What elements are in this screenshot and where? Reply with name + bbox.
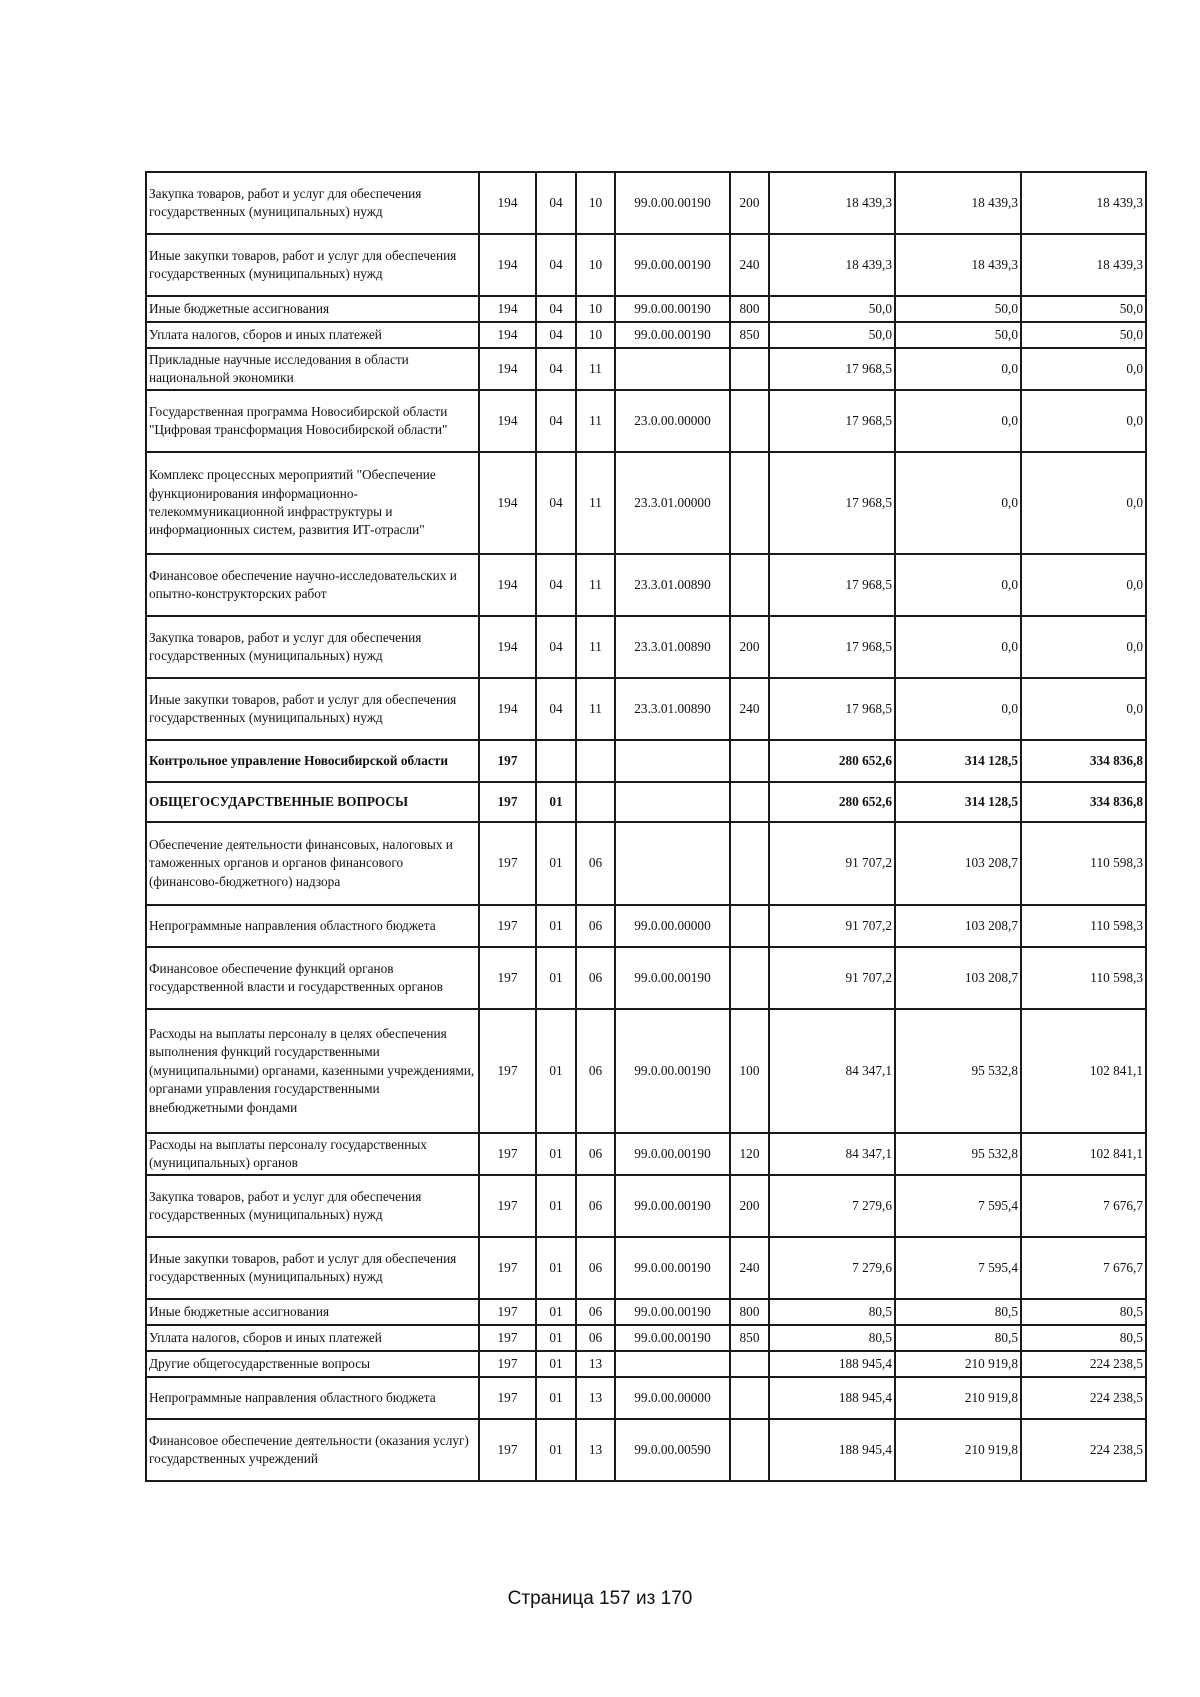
expense-type-cell: 120	[730, 1133, 769, 1175]
target-article-cell	[615, 740, 730, 782]
section-code-cell: 01	[536, 1377, 576, 1419]
subsection-code-cell: 11	[576, 616, 615, 678]
amount-year3-cell: 102 841,1	[1021, 1133, 1146, 1175]
grbs-code-cell: 194	[479, 296, 536, 322]
amount-year2-cell: 80,5	[895, 1299, 1021, 1325]
grbs-code-cell: 197	[479, 1299, 536, 1325]
grbs-code-cell: 194	[479, 172, 536, 234]
expense-type-cell: 200	[730, 1175, 769, 1237]
table-row	[146, 322, 1146, 348]
grbs-code-cell: 197	[479, 1237, 536, 1299]
amount-year3-cell: 80,5	[1021, 1325, 1146, 1351]
target-article-cell: 99.0.00.00190	[615, 1237, 730, 1299]
expenditure-name-cell: Уплата налогов, сборов и иных платежей	[146, 322, 479, 348]
table-row	[146, 554, 1146, 616]
amount-year3-cell: 334 836,8	[1021, 740, 1146, 782]
expenditure-name-cell: Закупка товаров, работ и услуг для обеспечения государственных (муниципальных) нужд	[146, 172, 479, 234]
amount-year2-cell: 7 595,4	[895, 1175, 1021, 1237]
target-article-cell: 99.0.00.00190	[615, 234, 730, 296]
amount-year2-cell: 210 919,8	[895, 1419, 1021, 1481]
subsection-code-cell: 06	[576, 1325, 615, 1351]
amount-year2-cell: 0,0	[895, 452, 1021, 554]
expenditure-name-cell: Иные бюджетные ассигнования	[146, 296, 479, 322]
target-article-cell	[615, 782, 730, 822]
amount-year3-cell: 18 439,3	[1021, 172, 1146, 234]
expenditure-name-cell: Контрольное управление Новосибирской области	[146, 740, 479, 782]
target-article-cell: 99.0.00.00000	[615, 905, 730, 947]
subsection-code-cell: 06	[576, 1237, 615, 1299]
target-article-cell: 23.3.01.00000	[615, 452, 730, 554]
table-row	[146, 1419, 1146, 1481]
amount-year3-cell: 0,0	[1021, 390, 1146, 452]
budget-table	[145, 171, 1147, 1482]
expenditure-name-cell: Расходы на выплаты персоналу в целях обеспечения выполнения функций государственными (муниципальными) органами, казенными учреждениями, органами управления государственными внебюджетными фондами	[146, 1009, 479, 1133]
section-code-cell: 01	[536, 1325, 576, 1351]
grbs-code-cell: 197	[479, 1377, 536, 1419]
page-number-footer: Страница 157 из 170	[507, 1588, 693, 1609]
section-code-cell: 04	[536, 678, 576, 740]
expenditure-name-cell: Иные закупки товаров, работ и услуг для обеспечения государственных (муниципальных) нужд	[146, 1237, 479, 1299]
expenditure-name-cell: Финансовое обеспечение деятельности (оказания услуг) государственных учреждений	[146, 1419, 479, 1481]
section-code-cell: 01	[536, 1133, 576, 1175]
amount-year3-cell: 334 836,8	[1021, 782, 1146, 822]
amount-year2-cell: 18 439,3	[895, 234, 1021, 296]
amount-year1-cell: 188 945,4	[769, 1351, 895, 1377]
amount-year1-cell: 18 439,3	[769, 234, 895, 296]
subsection-code-cell: 06	[576, 822, 615, 905]
expense-type-cell: 240	[730, 1237, 769, 1299]
section-code-cell: 04	[536, 348, 576, 390]
expenditure-name-cell: ОБЩЕГОСУДАРСТВЕННЫЕ ВОПРОСЫ	[146, 782, 479, 822]
expense-type-cell	[730, 452, 769, 554]
target-article-cell: 23.3.01.00890	[615, 616, 730, 678]
amount-year2-cell: 314 128,5	[895, 782, 1021, 822]
section-code-cell: 01	[536, 1009, 576, 1133]
amount-year3-cell: 224 238,5	[1021, 1351, 1146, 1377]
subsection-code-cell: 06	[576, 905, 615, 947]
table-row	[146, 390, 1146, 452]
subsection-code-cell: 10	[576, 172, 615, 234]
target-article-cell	[615, 348, 730, 390]
subsection-code-cell: 10	[576, 296, 615, 322]
amount-year2-cell: 50,0	[895, 322, 1021, 348]
target-article-cell: 23.3.01.00890	[615, 554, 730, 616]
section-code-cell: 01	[536, 782, 576, 822]
table-row	[146, 740, 1146, 782]
expenditure-name-cell: Финансовое обеспечение функций органов государственной власти и государственных органов	[146, 947, 479, 1009]
expense-type-cell: 800	[730, 296, 769, 322]
amount-year3-cell: 7 676,7	[1021, 1237, 1146, 1299]
grbs-code-cell: 197	[479, 822, 536, 905]
amount-year2-cell: 7 595,4	[895, 1237, 1021, 1299]
grbs-code-cell: 194	[479, 348, 536, 390]
amount-year1-cell: 80,5	[769, 1299, 895, 1325]
subsection-code-cell: 11	[576, 390, 615, 452]
expense-type-cell	[730, 947, 769, 1009]
table-row	[146, 452, 1146, 554]
table-row	[146, 1299, 1146, 1325]
expenditure-name-cell: Расходы на выплаты персоналу государственных (муниципальных) органов	[146, 1133, 479, 1175]
expense-type-cell	[730, 1351, 769, 1377]
expenditure-name-cell: Государственная программа Новосибирской области "Цифровая трансформация Новосибирской области"	[146, 390, 479, 452]
grbs-code-cell: 197	[479, 1351, 536, 1377]
amount-year3-cell: 18 439,3	[1021, 234, 1146, 296]
target-article-cell: 99.0.00.00590	[615, 1419, 730, 1481]
amount-year1-cell: 18 439,3	[769, 172, 895, 234]
section-code-cell: 04	[536, 554, 576, 616]
amount-year1-cell: 84 347,1	[769, 1009, 895, 1133]
section-code-cell: 01	[536, 1237, 576, 1299]
table-row	[146, 172, 1146, 234]
subsection-code-cell: 11	[576, 452, 615, 554]
table-row	[146, 1351, 1146, 1377]
expense-type-cell	[730, 822, 769, 905]
amount-year3-cell: 0,0	[1021, 678, 1146, 740]
amount-year2-cell: 50,0	[895, 296, 1021, 322]
grbs-code-cell: 197	[479, 1009, 536, 1133]
subsection-code-cell: 10	[576, 322, 615, 348]
amount-year2-cell: 314 128,5	[895, 740, 1021, 782]
target-article-cell: 99.0.00.00190	[615, 172, 730, 234]
amount-year3-cell: 80,5	[1021, 1299, 1146, 1325]
subsection-code-cell: 06	[576, 947, 615, 1009]
section-code-cell: 04	[536, 296, 576, 322]
section-code-cell: 04	[536, 616, 576, 678]
target-article-cell: 99.0.00.00000	[615, 1377, 730, 1419]
section-code-cell	[536, 740, 576, 782]
amount-year1-cell: 50,0	[769, 322, 895, 348]
target-article-cell	[615, 1351, 730, 1377]
expense-type-cell	[730, 390, 769, 452]
expense-type-cell	[730, 782, 769, 822]
section-code-cell: 01	[536, 1175, 576, 1237]
amount-year3-cell: 0,0	[1021, 348, 1146, 390]
amount-year1-cell: 17 968,5	[769, 390, 895, 452]
amount-year2-cell: 0,0	[895, 616, 1021, 678]
section-code-cell: 01	[536, 1419, 576, 1481]
expenditure-name-cell: Непрограммные направления областного бюджета	[146, 1377, 479, 1419]
table-row	[146, 1237, 1146, 1299]
expenditure-name-cell: Другие общегосударственные вопросы	[146, 1351, 479, 1377]
target-article-cell: 23.0.00.00000	[615, 390, 730, 452]
expenditure-name-cell: Уплата налогов, сборов и иных платежей	[146, 1325, 479, 1351]
subsection-code-cell: 10	[576, 234, 615, 296]
amount-year3-cell: 50,0	[1021, 296, 1146, 322]
section-code-cell: 04	[536, 452, 576, 554]
section-code-cell: 01	[536, 947, 576, 1009]
expenditure-name-cell: Прикладные научные исследования в области национальной экономики	[146, 348, 479, 390]
amount-year2-cell: 0,0	[895, 390, 1021, 452]
section-code-cell: 04	[536, 234, 576, 296]
amount-year1-cell: 7 279,6	[769, 1175, 895, 1237]
expenditure-name-cell: Финансовое обеспечение научно-исследовательских и опытно-конструкторских работ	[146, 554, 479, 616]
subsection-code-cell: 06	[576, 1175, 615, 1237]
target-article-cell: 99.0.00.00190	[615, 322, 730, 348]
amount-year3-cell: 0,0	[1021, 452, 1146, 554]
expense-type-cell: 200	[730, 172, 769, 234]
table-row	[146, 822, 1146, 905]
budget-table-body	[146, 172, 1146, 1481]
amount-year3-cell: 0,0	[1021, 554, 1146, 616]
expense-type-cell: 240	[730, 678, 769, 740]
amount-year1-cell: 84 347,1	[769, 1133, 895, 1175]
table-row	[146, 782, 1146, 822]
amount-year2-cell: 103 208,7	[895, 947, 1021, 1009]
amount-year3-cell: 7 676,7	[1021, 1175, 1146, 1237]
amount-year2-cell: 210 919,8	[895, 1351, 1021, 1377]
amount-year1-cell: 188 945,4	[769, 1419, 895, 1481]
subsection-code-cell: 11	[576, 678, 615, 740]
subsection-code-cell	[576, 740, 615, 782]
grbs-code-cell: 194	[479, 322, 536, 348]
expense-type-cell: 800	[730, 1299, 769, 1325]
grbs-code-cell: 197	[479, 1133, 536, 1175]
expense-type-cell: 850	[730, 322, 769, 348]
target-article-cell: 23.3.01.00890	[615, 678, 730, 740]
amount-year2-cell: 103 208,7	[895, 822, 1021, 905]
table-row	[146, 234, 1146, 296]
amount-year3-cell: 110 598,3	[1021, 822, 1146, 905]
table-row	[146, 1175, 1146, 1237]
amount-year1-cell: 17 968,5	[769, 452, 895, 554]
table-row	[146, 348, 1146, 390]
expense-type-cell	[730, 905, 769, 947]
amount-year1-cell: 17 968,5	[769, 678, 895, 740]
amount-year1-cell: 188 945,4	[769, 1377, 895, 1419]
section-code-cell: 04	[536, 172, 576, 234]
expense-type-cell	[730, 1377, 769, 1419]
section-code-cell: 01	[536, 1299, 576, 1325]
amount-year3-cell: 0,0	[1021, 616, 1146, 678]
target-article-cell: 99.0.00.00190	[615, 1299, 730, 1325]
expenditure-name-cell: Непрограммные направления областного бюджета	[146, 905, 479, 947]
table-row	[146, 947, 1146, 1009]
expense-type-cell: 850	[730, 1325, 769, 1351]
section-code-cell: 04	[536, 322, 576, 348]
amount-year1-cell: 17 968,5	[769, 616, 895, 678]
section-code-cell: 01	[536, 1351, 576, 1377]
amount-year1-cell: 91 707,2	[769, 822, 895, 905]
target-article-cell: 99.0.00.00190	[615, 1133, 730, 1175]
target-article-cell: 99.0.00.00190	[615, 1325, 730, 1351]
table-row	[146, 1377, 1146, 1419]
table-row	[146, 678, 1146, 740]
grbs-code-cell: 194	[479, 234, 536, 296]
amount-year1-cell: 7 279,6	[769, 1237, 895, 1299]
subsection-code-cell: 06	[576, 1299, 615, 1325]
target-article-cell: 99.0.00.00190	[615, 1175, 730, 1237]
amount-year2-cell: 0,0	[895, 678, 1021, 740]
amount-year2-cell: 80,5	[895, 1325, 1021, 1351]
grbs-code-cell: 194	[479, 678, 536, 740]
subsection-code-cell: 06	[576, 1009, 615, 1133]
amount-year3-cell: 224 238,5	[1021, 1419, 1146, 1481]
amount-year3-cell: 224 238,5	[1021, 1377, 1146, 1419]
amount-year3-cell: 110 598,3	[1021, 947, 1146, 1009]
table-row	[146, 296, 1146, 322]
grbs-code-cell: 194	[479, 554, 536, 616]
amount-year2-cell: 0,0	[895, 554, 1021, 616]
amount-year1-cell: 80,5	[769, 1325, 895, 1351]
subsection-code-cell: 11	[576, 554, 615, 616]
amount-year2-cell: 95 532,8	[895, 1133, 1021, 1175]
target-article-cell: 99.0.00.00190	[615, 296, 730, 322]
amount-year3-cell: 50,0	[1021, 322, 1146, 348]
amount-year2-cell: 0,0	[895, 348, 1021, 390]
amount-year1-cell: 50,0	[769, 296, 895, 322]
amount-year3-cell: 102 841,1	[1021, 1009, 1146, 1133]
subsection-code-cell	[576, 782, 615, 822]
section-code-cell: 01	[536, 905, 576, 947]
expense-type-cell	[730, 554, 769, 616]
subsection-code-cell: 13	[576, 1377, 615, 1419]
section-code-cell: 04	[536, 390, 576, 452]
expenditure-name-cell: Закупка товаров, работ и услуг для обеспечения государственных (муниципальных) нужд	[146, 1175, 479, 1237]
expense-type-cell	[730, 740, 769, 782]
expenditure-name-cell: Иные закупки товаров, работ и услуг для обеспечения государственных (муниципальных) нужд	[146, 678, 479, 740]
grbs-code-cell: 194	[479, 452, 536, 554]
table-row	[146, 1009, 1146, 1133]
expense-type-cell: 100	[730, 1009, 769, 1133]
amount-year1-cell: 91 707,2	[769, 947, 895, 1009]
expenditure-name-cell: Обеспечение деятельности финансовых, налоговых и таможенных органов и органов финансового (финансово-бюджетного) надзора	[146, 822, 479, 905]
grbs-code-cell: 197	[479, 947, 536, 1009]
amount-year1-cell: 17 968,5	[769, 348, 895, 390]
target-article-cell	[615, 822, 730, 905]
expenditure-name-cell: Иные закупки товаров, работ и услуг для обеспечения государственных (муниципальных) нужд	[146, 234, 479, 296]
amount-year3-cell: 110 598,3	[1021, 905, 1146, 947]
amount-year2-cell: 95 532,8	[895, 1009, 1021, 1133]
target-article-cell: 99.0.00.00190	[615, 947, 730, 1009]
grbs-code-cell: 197	[479, 740, 536, 782]
budget-table-container	[145, 171, 1145, 1482]
grbs-code-cell: 197	[479, 782, 536, 822]
subsection-code-cell: 13	[576, 1419, 615, 1481]
grbs-code-cell: 194	[479, 390, 536, 452]
expenditure-name-cell: Комплекс процессных мероприятий "Обеспечение функционирования информационно-телекоммуникационной инфраструктуры и информационных систем, развития ИТ-отрасли"	[146, 452, 479, 554]
amount-year2-cell: 18 439,3	[895, 172, 1021, 234]
amount-year1-cell: 17 968,5	[769, 554, 895, 616]
grbs-code-cell: 194	[479, 616, 536, 678]
amount-year2-cell: 210 919,8	[895, 1377, 1021, 1419]
grbs-code-cell: 197	[479, 905, 536, 947]
amount-year1-cell: 91 707,2	[769, 905, 895, 947]
expense-type-cell: 200	[730, 616, 769, 678]
expense-type-cell: 240	[730, 234, 769, 296]
expenditure-name-cell: Закупка товаров, работ и услуг для обеспечения государственных (муниципальных) нужд	[146, 616, 479, 678]
expense-type-cell	[730, 348, 769, 390]
expense-type-cell	[730, 1419, 769, 1481]
table-row	[146, 1133, 1146, 1175]
subsection-code-cell: 06	[576, 1133, 615, 1175]
subsection-code-cell: 13	[576, 1351, 615, 1377]
table-row	[146, 1325, 1146, 1351]
expenditure-name-cell: Иные бюджетные ассигнования	[146, 1299, 479, 1325]
grbs-code-cell: 197	[479, 1419, 536, 1481]
amount-year1-cell: 280 652,6	[769, 740, 895, 782]
grbs-code-cell: 197	[479, 1325, 536, 1351]
subsection-code-cell: 11	[576, 348, 615, 390]
target-article-cell: 99.0.00.00190	[615, 1009, 730, 1133]
amount-year2-cell: 103 208,7	[895, 905, 1021, 947]
section-code-cell: 01	[536, 822, 576, 905]
table-row	[146, 905, 1146, 947]
amount-year1-cell: 280 652,6	[769, 782, 895, 822]
table-row	[146, 616, 1146, 678]
grbs-code-cell: 197	[479, 1175, 536, 1237]
